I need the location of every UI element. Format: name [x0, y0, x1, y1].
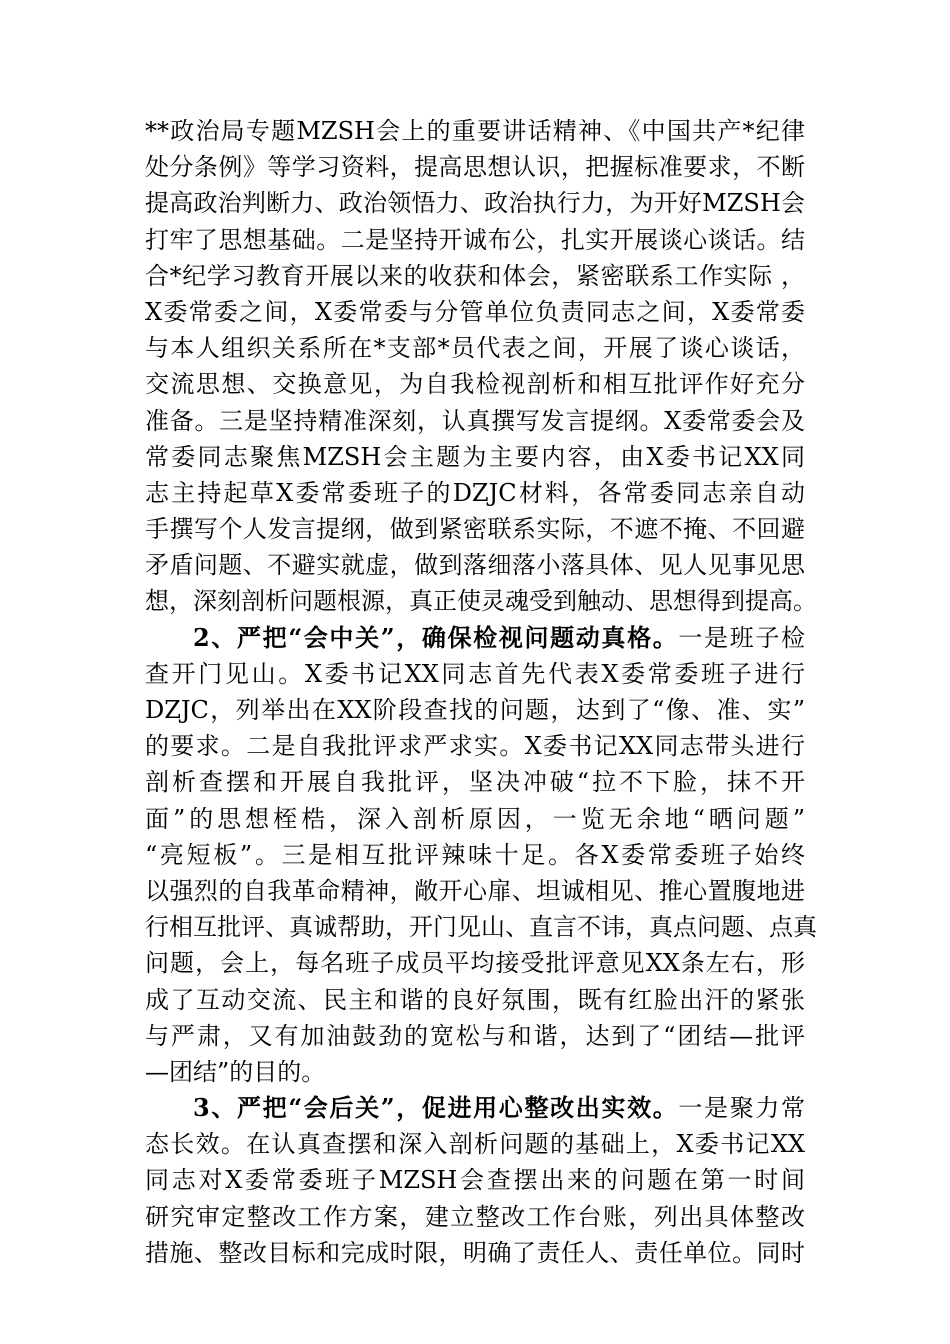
paragraph-1 [145, 113, 817, 620]
text-line: 查开门见山。X委书记XX同志首先代表X委常委班子进行 [145, 659, 805, 688]
text-line: 交流思想、交换意见，为自我检视剖析和相互批评作好充分 [145, 370, 805, 399]
text-line: —团结”的目的。 [145, 1057, 326, 1086]
text-line: 想，深刻剖析问题根源，真正使灵魂受到触动、思想得到提高。 [145, 587, 817, 616]
text-line: 成了互动交流、民主和谐的良好氛围，既有红脸出汗的紧张 [145, 985, 805, 1014]
text-line: 的要求。二是自我批评求严求实。X委书记XX同志带头进行 [145, 732, 805, 761]
text-line: 与严肃，又有加油鼓劲的宽松与和谐，达到了“团结—批评 [145, 1021, 805, 1050]
text-line: 志主持起草X委常委班子的DZJC材料，各常委同志亲自动 [145, 478, 805, 507]
text-line: **政治局专题MZSH会上的重要讲话精神、《中国共产*纪律 [145, 117, 805, 145]
text-line: “亮短板”。三是相互批评辣味十足。各X委常委班子始终 [145, 840, 805, 869]
text-run: 一是聚力常 [678, 1094, 806, 1123]
section-heading-2: 2、严把“会中关”，确保检视问题动真格。 [193, 622, 679, 652]
paragraph-3-first-line [145, 1090, 805, 1126]
text-line: 处分条例》等学习资料，提高思想认识，把握标准要求，不断 [145, 153, 805, 182]
text-line: 常委同志聚焦MZSH会主题为主要内容，由X委书记XX同 [145, 442, 805, 471]
document-body [145, 113, 817, 1271]
text-line: 态长效。在认真查摆和深入剖析问题的基础上，X委书记XX [145, 1130, 805, 1159]
text-line: 剖析查摆和开展自我批评，坚决冲破“拉不下脸，抹不开 [145, 768, 805, 797]
paragraph-2 [145, 620, 817, 1090]
text-line: 问题，会上，每名班子成员平均接受批评意见XX条左右，形 [145, 949, 805, 978]
text-line: 合*纪学习教育开展以来的收获和体会，紧密联系工作实际 ， [145, 261, 805, 290]
text-line: 打牢了思想基础。二是坚持开诚布公，扎实开展谈心谈话。结 [145, 225, 805, 254]
text-line: X委常委之间，X委常委与分管单位负责同志之间，X委常委 [145, 297, 805, 326]
text-line: 与本人组织关系所在*支部*员代表之间，开展了谈心谈话， [145, 334, 805, 363]
section-heading-3: 3、严把“会后关”，促进用心整改出实效。 [193, 1093, 679, 1123]
text-line: 措施、整改目标和完成时限，明确了责任人、责任单位。同时 [145, 1238, 805, 1267]
paragraph-2-first-line [145, 620, 805, 656]
text-line: 行相互批评、真诚帮助，开门见山、直言不讳，真点问题、点真 [145, 913, 817, 942]
text-line: 矛盾问题、不避实就虚，做到落细落小落具体、见人见事见思 [145, 551, 805, 580]
text-line: 同志对X委常委班子MZSH会查摆出来的问题在第一时间 [145, 1166, 805, 1195]
text-line: 手撰写个人发言提纲，做到紧密联系实际，不遮不掩、不回避 [145, 515, 805, 544]
text-line: 研究审定整改工作方案，建立整改工作台账，列出具体整改 [145, 1202, 805, 1231]
text-line: 提高政治判断力、政治领悟力、政治执行力，为开好MZSH会 [145, 189, 805, 218]
text-line: 准备。三是坚持精准深刻，认真撰写发言提纲。X委常委会及 [145, 406, 805, 435]
text-line: 面”的思想桎梏，深入剖析原因，一览无余地“晒问题” [145, 804, 805, 833]
paragraph-3 [145, 1090, 805, 1271]
text-run: 一是班子检 [678, 623, 806, 652]
text-line: 以强烈的自我革命精神，敞开心扉、坦诚相见、推心置腹地进 [145, 876, 805, 905]
text-line: DZJC，列举出在XX阶段查找的问题，达到了“像、准、实” [145, 696, 805, 724]
